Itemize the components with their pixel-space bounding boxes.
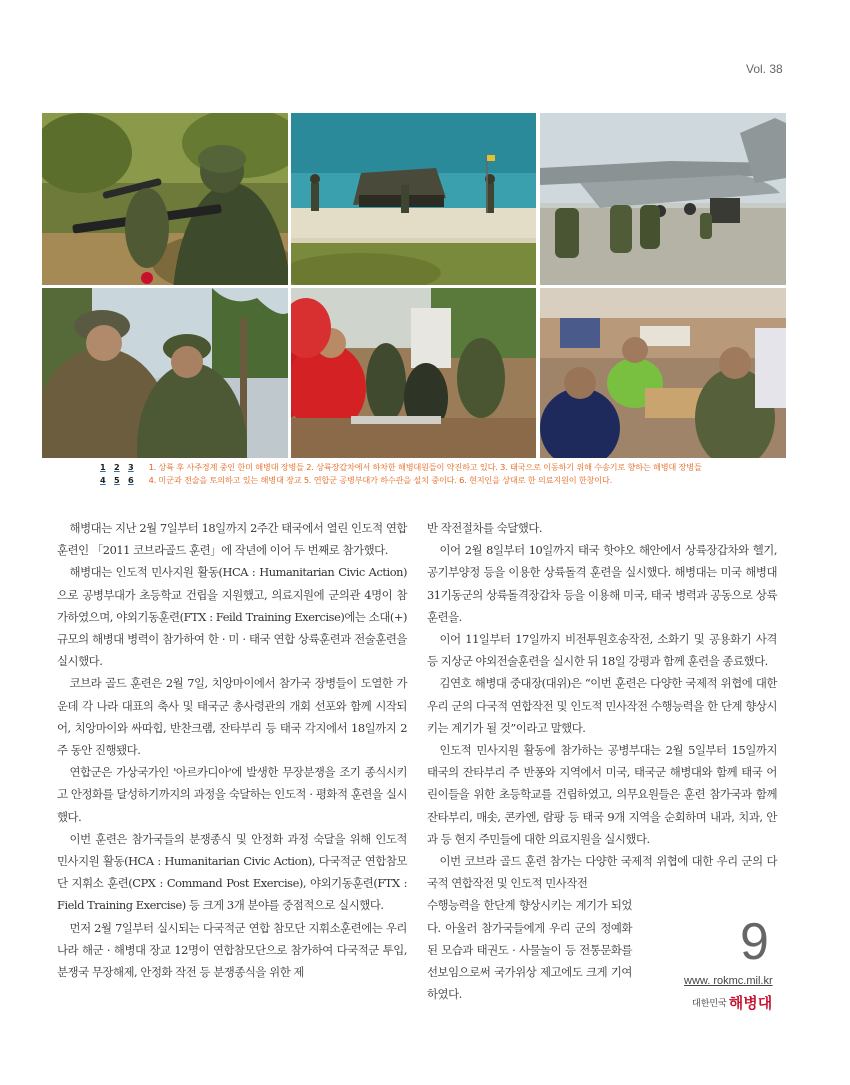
article-paragraph: 수행능력을 한단계 향상시키는 계기가 되었다. 아울러 참가국들에게 우리 군의 정예화된 모습과 태권도 · 사물놀이 등 전통문화를 선보임으로써 국가위상 제고에도 크게 기여하였다. <box>427 898 632 1002</box>
article-paragraph: 해병대는 인도적 민사지원 활동(HCA : Humanitarian Civic Action)으로 공병부대가 초등학교 건립을 지원했고, 의료지원에 군의관 4명이 참가하였으며, 야외기동훈련(FTX : Feild Training Exercise)에는 소대(+) 규모의 해병대 병력이 참가하여 한 · 미 · 태국 연합 상륙훈련과 전술훈련을 실시했다. <box>57 565 407 669</box>
article-paragraph: 연합군은 가상국가인 '아르카디아'에 발생한 무장분쟁을 조기 종식시키고 안정화를 달성하기까지의 과정을 숙달하는 인도적 · 평화적 훈련을 실시했다. <box>57 765 407 824</box>
amphibious-vehicle-beach-photo <box>291 113 536 285</box>
caption-text: 4. 미군과 전술을 토의하고 있는 해병대 장교 5. 연합군 공병부대가 하수관을 설치 중이다. 6. 현지인을 상대로 한 의료지원이 한창이다. <box>148 475 613 485</box>
construction-work-photo <box>291 288 536 458</box>
medical-support-photo <box>540 288 786 458</box>
jungle-patrol-photo <box>42 113 288 285</box>
article-paragraph: 김연호 해병대 중대장(대위)은 “이번 훈련은 다양한 국제적 위협에 대한 우리 군의 다국적 연합작전 및 인도적 민사작전 수행능력을 한 단계 향상시키는 계기가 될 것”이라고 말했다. <box>427 676 777 735</box>
article-right-column <box>427 517 777 1005</box>
marines-discussion-photo <box>42 288 288 458</box>
caption-num: 2 <box>114 462 120 472</box>
article-paragraph: 이어 11일부터 17일까지 비전투원호송작전, 소화기 및 공용화기 사격 등 지상군 야외전술훈련을 실시한 뒤 18일 강평과 함께 훈련을 종료했다. <box>427 632 777 669</box>
aircraft-boarding-photo <box>540 113 786 285</box>
caption-row-1 <box>100 462 702 473</box>
caption-num: 6 <box>128 475 134 485</box>
volume-label: Vol. 38 <box>746 62 783 76</box>
caption-num: 4 <box>100 475 106 485</box>
article-paragraph: 해병대는 지난 2월 7일부터 18일까지 2주간 태국에서 열린 인도적 연합훈련인 「2011 코브라골드 훈련」에 작년에 이어 두 번째로 참가했다. <box>57 521 407 558</box>
article-paragraph: 인도적 민사지원 활동에 참가하는 공병부대는 2월 5일부터 15일까지 태국의 잔타부리 주 반퐁와 지역에서 미국, 태국군 해병대와 함께 태국 어린이들을 위한 초등학교를 건립하였고, 의무요원들은 훈련 참가국과 함께 잔타부리, 매솟, 콘카엔, 람팡 등 태국 9개 지역을 순회하며 내과, 치과, 안과 등 현지 주민들에 대한 의료지원을 실시했다. <box>427 743 777 846</box>
article-paragraph: 코브라 골드 훈련은 2월 7일, 치앙마이에서 참가국 장병들이 도열한 가운데 각 나라 대표의 축사 및 태국군 총사령관의 개회 선포와 함께 시작되어, 치앙마이와 싸따힙, 반찬크램, 잔타부리 등 태국 각지에서 18일까지 2주 동안 진행됐다. <box>57 676 407 758</box>
article-paragraph: 이번 코브라 골드 훈련 참가는 다양한 국제적 위협에 대한 우리 군의 다국적 연합작전 및 인도적 민사작전 <box>427 854 777 891</box>
caption-num: 5 <box>114 475 120 485</box>
page-number: 9 <box>740 913 769 971</box>
brand-small-text: 대한민국 <box>692 999 727 1009</box>
website-link[interactable]: www. rokmc.mil.kr <box>684 975 773 987</box>
brand-big-text: 해병대 <box>728 994 773 1012</box>
caption-text: 1. 상륙 후 사주경계 중인 한미 해병대 장병들 2. 상륙장갑차에서 하차한 해병대원들이 약진하고 있다. 3. 태국으로 이동하기 위해 수송기로 향하는 해병대 장병들 <box>148 462 702 472</box>
caption-row-2 <box>100 475 612 486</box>
article-paragraph: 이번 훈련은 참가국들의 분쟁종식 및 안정화 과정 숙달을 위해 인도적 민사지원 활동(HCA : Humanitarian Civic Action), 다국적군 연합참모단 지휘소 훈련(CPX : Command Post Exercise), 야외기동훈련(FTX : Field Training Exercise) 등 크게 3개 분야를 중점적으로 실시했다. <box>57 831 407 913</box>
caption-num: 3 <box>128 462 134 472</box>
article-left-column <box>57 517 407 983</box>
article-paragraph: 반 작전절차를 숙달했다. <box>427 521 543 535</box>
article-paragraph: 이어 2월 8일부터 10일까지 태국 핫야오 해안에서 상륙장갑차와 헬기, 공기부양정 등을 이용한 상륙돌격 훈련을 실시했다. 해병대는 미국 해병대 31기동군의 상륙돌격장갑차 등을 이용해 미국, 태국 병력과 공동으로 상륙훈련을. <box>427 543 777 624</box>
brand-logo <box>692 992 772 1013</box>
caption-num: 1 <box>100 462 106 472</box>
article-paragraph: 먼저 2월 7일부터 실시되는 다국적군 연합 참모단 지휘소훈련에는 우리나라 해군 · 해병대 장교 12명이 연합참모단으로 참가하여 다국적군 투입, 분쟁국 무장해제, 안정화 작전 등 분쟁종식을 위한 제 <box>57 920 407 980</box>
